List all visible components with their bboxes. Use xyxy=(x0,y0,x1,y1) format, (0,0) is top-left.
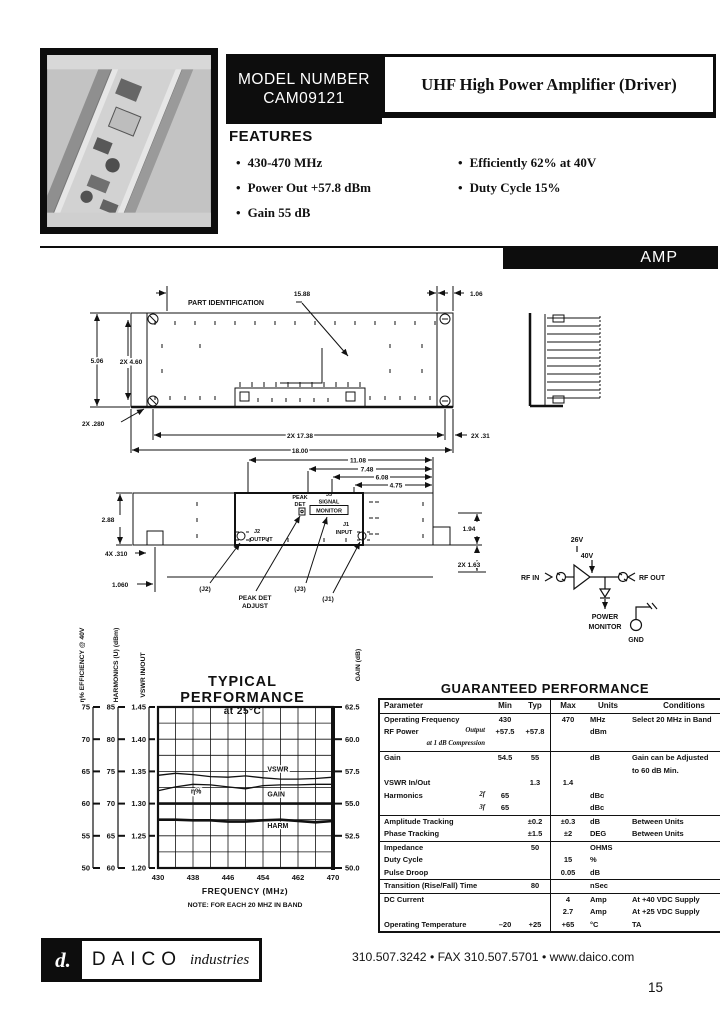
cell-parameter xyxy=(379,802,490,815)
mounting-screws xyxy=(148,314,450,406)
cell-units xyxy=(585,739,628,752)
cell-conditions xyxy=(628,854,720,867)
mechanical-drawing-top-view xyxy=(50,278,715,458)
block-schematic xyxy=(495,515,720,665)
model-label: MODEL NUMBER xyxy=(237,70,371,88)
cell-typ xyxy=(520,893,551,906)
axis-tick-label: 1.45 xyxy=(131,702,146,712)
cell-min xyxy=(490,906,520,919)
cell-units: dBc xyxy=(590,790,605,800)
axis-tick-label: 75 xyxy=(106,767,115,776)
axis-tick-label: 60.0 xyxy=(345,734,360,744)
cell-max: 1.4 xyxy=(551,777,586,790)
cell-typ xyxy=(520,854,551,867)
dim-2x-4-60: 2X 4.60 xyxy=(119,359,143,366)
cell-conditions xyxy=(628,739,720,752)
supply-26v-label: 26V xyxy=(570,537,584,544)
cell-parameter xyxy=(379,906,490,919)
section-divider xyxy=(40,246,503,248)
cell-units: MHz xyxy=(590,714,606,724)
dim-1-060: 1.060 xyxy=(112,582,129,589)
axis-tick-label: 1.35 xyxy=(131,767,146,776)
column-header-max: Max xyxy=(551,699,586,713)
cell-conditions xyxy=(628,726,720,739)
cell-max xyxy=(551,739,586,752)
axis-tick-label: 60 xyxy=(81,799,90,809)
cell-min: +57.5 xyxy=(495,727,515,737)
axis-tick-label: 62.5 xyxy=(345,702,360,712)
callout-j3: (J3) xyxy=(294,586,306,593)
part-identification-label: PART IDENTIFICATION xyxy=(188,300,264,307)
dim-2x-17-38: 2X 17.38 xyxy=(286,433,314,440)
rf-out-label: RF OUT xyxy=(639,575,666,582)
cell-typ: 50 xyxy=(520,841,551,854)
amplifier-photo-illustration xyxy=(47,55,211,227)
callout-j2: (J2) xyxy=(199,586,211,593)
axis-tick-label: 52.5 xyxy=(345,831,360,841)
table-row xyxy=(379,854,720,867)
cell-conditions: Gain can be Adjusted xyxy=(628,752,720,765)
feature-item: • Efficiently 62% at 40V xyxy=(458,155,596,171)
label-output: OUTPUT xyxy=(250,537,273,543)
cell-max: +65 xyxy=(551,919,586,933)
cell-parameter: Phase Tracking xyxy=(384,829,440,839)
table-row xyxy=(379,919,720,933)
rf-in-arrow xyxy=(545,573,552,581)
cell-parameter xyxy=(379,739,490,752)
cell-conditions xyxy=(628,777,720,790)
callout-j1: (J1) xyxy=(322,596,334,603)
contact-info: 310.507.3242 • FAX 310.507.5701 • www.daico.com xyxy=(352,950,635,964)
axis-tick-label: 55 xyxy=(81,831,90,841)
series-label: η% xyxy=(190,788,202,796)
cell-parameter: Amplitude Tracking xyxy=(379,815,490,828)
x-axis-label: FREQUENCY (MHz) xyxy=(201,886,289,896)
axis-title-efficiency: η% EFFICIENCY @ 40V xyxy=(79,627,86,703)
typical-performance-chart xyxy=(55,615,385,920)
cell-max xyxy=(551,765,586,778)
axis-tick-label: 50.0 xyxy=(345,863,360,873)
table-row xyxy=(379,726,720,739)
table-row xyxy=(379,777,720,790)
cell-min xyxy=(490,739,520,752)
cell-min xyxy=(490,854,520,867)
cell-max: 2.7 xyxy=(551,906,586,919)
column-header-typ: Typ xyxy=(520,699,551,713)
cell-typ: 80 xyxy=(520,880,551,894)
rf-out-arrow xyxy=(628,573,635,581)
cell-min xyxy=(490,880,520,894)
cell-units: Amp xyxy=(585,893,628,906)
dim-6-08: 6.08 xyxy=(375,474,389,482)
brand-name: DAICO xyxy=(91,949,182,970)
label-monitor: MONITOR xyxy=(316,508,342,515)
feature-item: • Power Out +57.8 dBm xyxy=(236,180,371,196)
features-title: FEATURES xyxy=(229,128,313,145)
axis-tick-label: 1.40 xyxy=(131,734,146,744)
amp-badge-label: AMP xyxy=(640,248,678,266)
guaranteed-performance xyxy=(378,698,712,933)
cell-conditions: TA xyxy=(632,919,642,929)
ground-wire xyxy=(636,607,651,619)
axis-tick-label: 85 xyxy=(106,702,115,712)
cell-typ xyxy=(520,802,551,815)
axis-tick-label: 70 xyxy=(81,734,90,744)
cell-typ: ±0.2 xyxy=(520,815,551,828)
axis-tick-label: 70 xyxy=(106,799,115,809)
column-header-min: Min xyxy=(490,699,520,713)
cell-min xyxy=(490,828,520,841)
cell-conditions: Select 20 MHz in Band xyxy=(632,714,712,724)
cell-min: 54.5 xyxy=(490,752,520,765)
cell-units: OHMS xyxy=(585,841,628,854)
table-row xyxy=(379,841,720,854)
power-monitor-label-2: MONITOR xyxy=(588,624,622,631)
cell-typ: +25 xyxy=(528,919,542,929)
cell-min: 430 xyxy=(498,714,512,724)
axis-tick-label: 80 xyxy=(106,734,115,744)
feature-item: • 430-470 MHz xyxy=(236,155,371,171)
table-row xyxy=(379,893,720,906)
features-list-left xyxy=(236,155,371,230)
detector-diode xyxy=(600,589,610,597)
label-input: INPUT xyxy=(335,530,353,536)
cell-typ xyxy=(520,713,551,726)
cell-units: °C xyxy=(590,919,599,929)
table-row xyxy=(379,828,720,841)
cell-max xyxy=(551,802,586,815)
features-list-right xyxy=(458,155,596,205)
cell-typ: +57.8 xyxy=(525,727,545,737)
cell-typ xyxy=(520,790,551,803)
cell-max: 4 xyxy=(551,893,586,906)
product-title: UHF High Power Amplifier (Driver) xyxy=(421,74,677,94)
cell-parameter: Gain xyxy=(379,752,490,765)
cell-parameter: Transition (Rise/Fall) Time xyxy=(379,880,490,894)
table-row xyxy=(379,739,720,752)
label-det: DET xyxy=(294,502,306,508)
cell-typ: ±1.5 xyxy=(527,829,543,839)
cell-typ xyxy=(520,765,551,778)
cell-parameter-qualifier: Output xyxy=(465,727,485,735)
dim-7-48: 7.48 xyxy=(360,466,374,474)
cell-typ xyxy=(520,867,551,880)
cell-parameter xyxy=(379,765,490,778)
dim-11-08: 11.08 xyxy=(350,457,366,465)
cell-units: Amp xyxy=(590,907,607,917)
dim-2x-31: 2X .31 xyxy=(471,433,490,440)
series-label: HARM xyxy=(267,823,289,831)
cell-min: –20 xyxy=(498,919,512,929)
chart-note: NOTE: FOR EACH 20 MHZ IN BAND xyxy=(187,902,303,909)
cell-parameter: VSWR In/Out xyxy=(384,778,431,788)
callout-peak-det-2: ADJUST xyxy=(241,603,269,610)
dim-2-88: 2.88 xyxy=(101,517,115,524)
cell-units: % xyxy=(590,855,597,865)
feature-item: • Duty Cycle 15% xyxy=(458,180,596,196)
dim-5-06: 5.06 xyxy=(90,358,104,365)
cell-max xyxy=(551,841,586,854)
cell-conditions: Between Units xyxy=(632,829,684,839)
cell-units: dBm xyxy=(590,727,607,737)
cell-units: nSec xyxy=(585,880,628,894)
dim-1-94: 1.94 xyxy=(462,526,476,533)
cell-units: dB xyxy=(585,815,628,828)
axis-title-harmonics: HARMONICS (U) (dBm) xyxy=(113,627,120,703)
cell-conditions xyxy=(628,802,720,815)
cell-parameter: Operating Frequency xyxy=(384,714,460,724)
cell-conditions: Between Units xyxy=(628,815,720,828)
cell-conditions xyxy=(628,841,720,854)
axis-tick-label: 75 xyxy=(81,702,90,712)
cell-units xyxy=(585,777,628,790)
dim-18-00: 18.00 xyxy=(291,448,309,455)
axis-tick-label: 1.25 xyxy=(131,831,146,841)
cell-max: 0.05 xyxy=(551,867,586,880)
supply-40v-label: 40V xyxy=(580,553,594,560)
cell-parameter: Duty Cycle xyxy=(384,855,423,865)
cell-conditions: At +40 VDC Supply xyxy=(628,893,720,906)
feature-item: • Gain 55 dB xyxy=(236,205,371,221)
cell-typ xyxy=(520,739,551,752)
cell-conditions: At +25 VDC Supply xyxy=(632,907,700,917)
table-row xyxy=(379,752,720,765)
cell-max: ±2 xyxy=(551,828,586,841)
table-row xyxy=(379,906,720,919)
cell-min xyxy=(490,841,520,854)
cell-parameter-qualifier: at 1 dB Compression xyxy=(426,740,485,748)
cell-min: 65 xyxy=(500,790,510,800)
table-title: GUARANTEED PERFORMANCE xyxy=(440,681,650,696)
cell-max xyxy=(551,752,586,765)
cell-units: DEG xyxy=(590,829,607,839)
amp-section-badge xyxy=(503,246,718,269)
cell-max: 470 xyxy=(551,713,586,726)
cell-typ xyxy=(520,906,551,919)
cell-min xyxy=(490,777,520,790)
cell-typ: 55 xyxy=(520,752,551,765)
cell-units: dBc xyxy=(590,803,605,813)
cell-conditions xyxy=(628,880,720,894)
cell-max xyxy=(551,726,586,739)
daico-logo-mark: d. xyxy=(44,941,82,979)
power-monitor-label-1: POWER xyxy=(591,614,619,621)
cell-parameter: DC Current xyxy=(379,893,490,906)
table-row xyxy=(379,880,720,894)
cell-min xyxy=(490,765,520,778)
series-label: VSWR xyxy=(267,766,289,774)
dim-2x-1-63: 2X 1.63 xyxy=(457,562,481,569)
axis-tick-label: 65 xyxy=(81,767,90,776)
cell-max xyxy=(551,790,586,803)
table-header-row xyxy=(379,699,720,713)
axis-tick-label: 57.5 xyxy=(345,767,360,776)
model-number: CAM09121 xyxy=(263,90,345,107)
cell-min xyxy=(490,893,520,906)
brand-subname: industries xyxy=(190,951,250,968)
cell-min xyxy=(490,815,520,828)
cell-typ: 1.3 xyxy=(529,778,541,788)
x-tick-label: 430 xyxy=(151,873,165,882)
gnd-label: GND xyxy=(628,637,644,644)
cell-parameter: Harmonics 2f xyxy=(379,790,490,803)
axis-tick-label: 50 xyxy=(81,863,90,873)
x-tick-label: 462 xyxy=(291,873,305,882)
cell-parameter: Impedance xyxy=(379,841,490,854)
cell-max: ±0.3 xyxy=(551,815,586,828)
label-j3: J3 xyxy=(325,492,333,498)
axis-title-gain: GAIN (dB) xyxy=(355,648,362,682)
table-row xyxy=(379,790,720,803)
label-j1: J1 xyxy=(342,522,350,528)
cell-min: 65 xyxy=(500,803,510,813)
cell-conditions xyxy=(628,867,720,880)
cell-conditions: to 60 dB Min. xyxy=(632,765,679,775)
chart-subtitle: at 25°C xyxy=(223,706,262,717)
side-view-heatsink xyxy=(530,313,600,406)
cell-parameter-qualifier: 3f xyxy=(479,803,485,811)
dim-4-75: 4.75 xyxy=(389,482,403,490)
dim-1-06: 1.06 xyxy=(470,291,483,298)
chart-title: TYPICAL PERFORMANCE xyxy=(180,674,305,706)
axis-tick-label: 1.30 xyxy=(131,799,146,809)
dim-2x-280: 2X .280 xyxy=(82,421,105,428)
label-j2: J2 xyxy=(254,529,261,535)
table-row xyxy=(379,802,720,815)
x-tick-label: 470 xyxy=(326,873,340,882)
product-title-box xyxy=(382,54,716,118)
x-tick-label: 446 xyxy=(221,873,235,882)
cell-parameter-qualifier: 2f xyxy=(479,790,485,798)
cell-conditions xyxy=(628,790,720,803)
guaranteed-performance-table xyxy=(378,698,720,933)
x-tick-label: 438 xyxy=(186,873,200,882)
label-signal: SIGNAL xyxy=(318,499,340,506)
column-header-conditions: Conditions xyxy=(628,699,720,713)
axis-tick-label: 1.20 xyxy=(131,863,146,873)
column-header-units: Units xyxy=(585,699,628,713)
axis-tick-label: 60 xyxy=(106,863,115,873)
axis-title-vswr: VSWR IN/OUT xyxy=(140,652,147,698)
cell-units xyxy=(585,765,628,778)
cell-parameter: Pulse Droop xyxy=(384,867,429,877)
cell-max: 15 xyxy=(551,854,586,867)
x-tick-label: 454 xyxy=(256,873,270,882)
cell-max xyxy=(551,880,586,894)
label-peak: PEAK xyxy=(292,495,308,501)
rf-in-label: RF IN xyxy=(521,575,540,582)
axis-tick-label: 55.0 xyxy=(345,799,360,809)
cell-parameter: RF Power Output xyxy=(379,726,490,739)
column-header-parameter: Parameter xyxy=(379,699,490,713)
cell-min xyxy=(490,867,520,880)
page-number: 15 xyxy=(648,980,664,995)
table-row xyxy=(379,713,720,726)
product-photo xyxy=(40,48,218,234)
amplifier-symbol xyxy=(574,565,590,589)
callout-peak-det-1: PEAK DET xyxy=(238,595,272,602)
dim-4x-310: 4X .310 xyxy=(105,551,128,558)
cell-units: dB xyxy=(585,752,628,765)
cell-units: dB xyxy=(590,867,600,877)
table-row xyxy=(379,815,720,828)
series-label: GAIN xyxy=(267,791,285,799)
mechanical-drawing-front-view xyxy=(78,452,498,622)
model-number-box xyxy=(226,54,382,124)
cell-parameter: Operating Temperature xyxy=(384,919,467,929)
table-row xyxy=(379,765,720,778)
dim-15-88: 15.88 xyxy=(293,291,311,298)
axis-tick-label: 65 xyxy=(106,831,115,841)
daico-logo xyxy=(41,938,262,982)
table-row xyxy=(379,867,720,880)
